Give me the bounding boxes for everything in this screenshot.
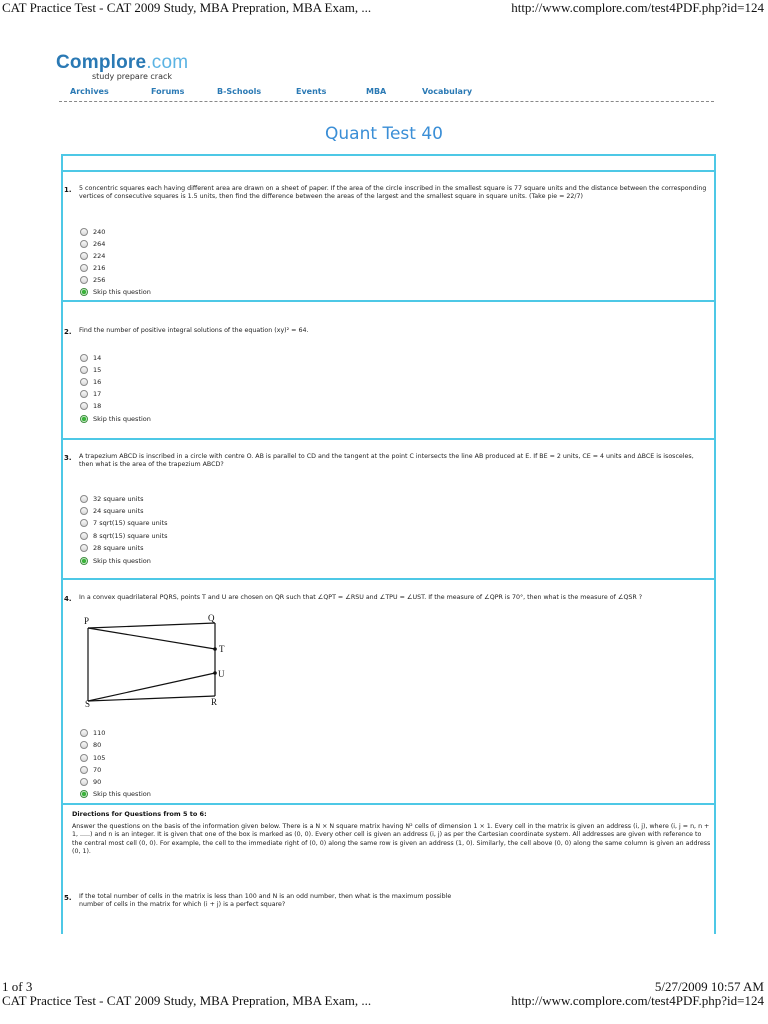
option[interactable]: 7 sqrt(15) square units	[80, 517, 168, 528]
radio-button[interactable]	[80, 495, 88, 503]
nav-events[interactable]: Events	[296, 87, 327, 96]
option-skip[interactable]: Skip this question	[80, 413, 151, 424]
radio-button[interactable]	[80, 228, 88, 236]
label-p: P	[84, 616, 90, 626]
nav-mba[interactable]: MBA	[366, 87, 387, 96]
option[interactable]: 32 square units	[80, 493, 144, 504]
option[interactable]: 224	[80, 250, 105, 261]
option[interactable]: 110	[80, 727, 105, 738]
question-divider	[61, 438, 716, 440]
option[interactable]: 14	[80, 352, 101, 363]
radio-button[interactable]	[80, 240, 88, 248]
radio-button[interactable]	[80, 532, 88, 540]
radio-button[interactable]	[80, 264, 88, 272]
point-t	[213, 647, 217, 651]
header-divider	[59, 101, 714, 102]
radio-button[interactable]	[80, 754, 88, 762]
option[interactable]: 70	[80, 764, 101, 775]
quadrilateral-figure	[84, 613, 234, 708]
directions-title: Directions for Questions from 5 to 6:	[72, 810, 207, 818]
option[interactable]: 18	[80, 400, 101, 411]
option[interactable]: 216	[80, 262, 105, 273]
label-s: S	[85, 699, 91, 708]
radio-button[interactable]	[80, 766, 88, 774]
radio-button[interactable]	[80, 507, 88, 515]
radio-button-selected[interactable]	[80, 557, 88, 565]
option[interactable]: 240	[80, 226, 105, 237]
label-r: R	[211, 697, 218, 707]
nav-vocabulary[interactable]: Vocabulary	[422, 87, 473, 96]
nav-archives[interactable]: Archives	[70, 87, 109, 96]
radio-button[interactable]	[80, 276, 88, 284]
point-u	[213, 671, 217, 675]
option[interactable]: 105	[80, 752, 105, 763]
page-title: Quant Test 40	[325, 124, 443, 144]
option-skip[interactable]: Skip this question	[80, 555, 151, 566]
site-tagline: study prepare crack	[92, 72, 173, 81]
radio-button[interactable]	[80, 544, 88, 552]
option[interactable]: 16	[80, 376, 101, 387]
print-header-url: http://www.complore.com/test4PDF.php?id=124	[511, 0, 764, 15]
nav-forums[interactable]: Forums	[151, 87, 185, 96]
question-number: 3.	[64, 454, 72, 462]
question-number: 2.	[64, 328, 72, 336]
question-number: 1.	[64, 186, 72, 194]
option[interactable]: 24 square units	[80, 505, 144, 516]
label-q: Q	[208, 613, 215, 623]
question-text: 5 concentric squares each having different area are drawn on a sheet of paper. If the area of the circle inscribed in the smallest square is 77 square units and the distance between the corresponding vertices of consecutive squares is 1.5 units, then find the difference between the areas of the largest and the smallest square in square units. (Take pie = 22/7)	[79, 185, 707, 201]
main-nav	[0, 87, 768, 99]
radio-button[interactable]	[80, 354, 88, 362]
directions-text: Answer the questions on the basis of the information given below. There is a N × N square matrix having N² cells of dimension 1 × 1. Every cell in the matrix is given an address (i, j), where (i, j = n, n + 1, .....) and n is an integer. It is given that one of the box is marked as (0, 0). Every other cell is given an address (i, j) as per the Cartesian coordinate system. All addresses are given with reference to the central most cell (0, 0). For example, the cell to the immediate right of (0, 0) along the same row is given an address (1, 0). Similarly, the cell above (0, 0) along the same column is given an address (0, 1).	[72, 823, 711, 856]
radio-button-selected[interactable]	[80, 790, 88, 798]
question-text: In a convex quadrilateral PQRS, points T and U are chosen on QR such that ∠QPT = ∠RSU and ∠TPU = ∠UST. If the measure of ∠QPR is 70°, then what is the measure of ∠QSR ?	[79, 594, 643, 601]
question-divider	[61, 300, 716, 302]
side-pq	[88, 623, 215, 628]
question-divider	[61, 578, 716, 580]
label-t: T	[219, 644, 225, 654]
panel-top-divider	[61, 170, 716, 172]
radio-button[interactable]	[80, 366, 88, 374]
option[interactable]: 8 sqrt(15) square units	[80, 530, 168, 541]
nav-b-schools[interactable]: B-Schools	[217, 87, 262, 96]
question-divider	[61, 803, 716, 805]
option[interactable]: 80	[80, 739, 101, 750]
option[interactable]: 256	[80, 274, 105, 285]
print-header-url: http://www.complore.com/test4PDF.php?id=124	[511, 993, 764, 1008]
option[interactable]: 15	[80, 364, 101, 375]
option-skip[interactable]: Skip this question	[80, 286, 151, 297]
question-text: If the total number of cells in the matrix is less than 100 and N is an odd number, then what is the maximum possible number of cells in the matrix for which (i + j) is a perfect square?	[79, 893, 452, 909]
radio-button[interactable]	[80, 519, 88, 527]
question-number: 4.	[64, 595, 72, 603]
radio-button[interactable]	[80, 378, 88, 386]
question-text: A trapezium ABCD is inscribed in a circle with centre O. AB is parallel to CD and the tangent at the point C intersects the line AB produced at E. If BE = 2 units, CE = 4 units and ΔBCE is isosceles, then what is the area of the trapezium ABCD?	[79, 453, 694, 469]
option[interactable]: 17	[80, 388, 101, 399]
question-number: 5.	[64, 894, 72, 902]
radio-button[interactable]	[80, 252, 88, 260]
radio-button[interactable]	[80, 778, 88, 786]
radio-button[interactable]	[80, 729, 88, 737]
print-footer-page: 1 of 3	[2, 979, 33, 994]
option-skip[interactable]: Skip this question	[80, 788, 151, 799]
option[interactable]: 90	[80, 776, 101, 787]
radio-button[interactable]	[80, 402, 88, 410]
print-footer-datetime: 5/27/2009 10:57 AM	[654, 979, 764, 994]
print-header-title: CAT Practice Test - CAT 2009 Study, MBA Prepration, MBA Exam, ...	[2, 0, 372, 15]
radio-button[interactable]	[80, 741, 88, 749]
radio-button-selected[interactable]	[80, 415, 88, 423]
option[interactable]: 28 square units	[80, 542, 144, 553]
option[interactable]: 264	[80, 238, 105, 249]
line-pt	[88, 628, 215, 649]
site-logo[interactable]: Complore.com	[56, 52, 189, 73]
radio-button[interactable]	[80, 390, 88, 398]
label-u: U	[218, 669, 225, 679]
print-header-title: CAT Practice Test - CAT 2009 Study, MBA Prepration, MBA Exam, ...	[2, 993, 372, 1008]
radio-button-selected[interactable]	[80, 288, 88, 296]
question-text: Find the number of positive integral solutions of the equation (xy)² = 64.	[79, 327, 309, 334]
